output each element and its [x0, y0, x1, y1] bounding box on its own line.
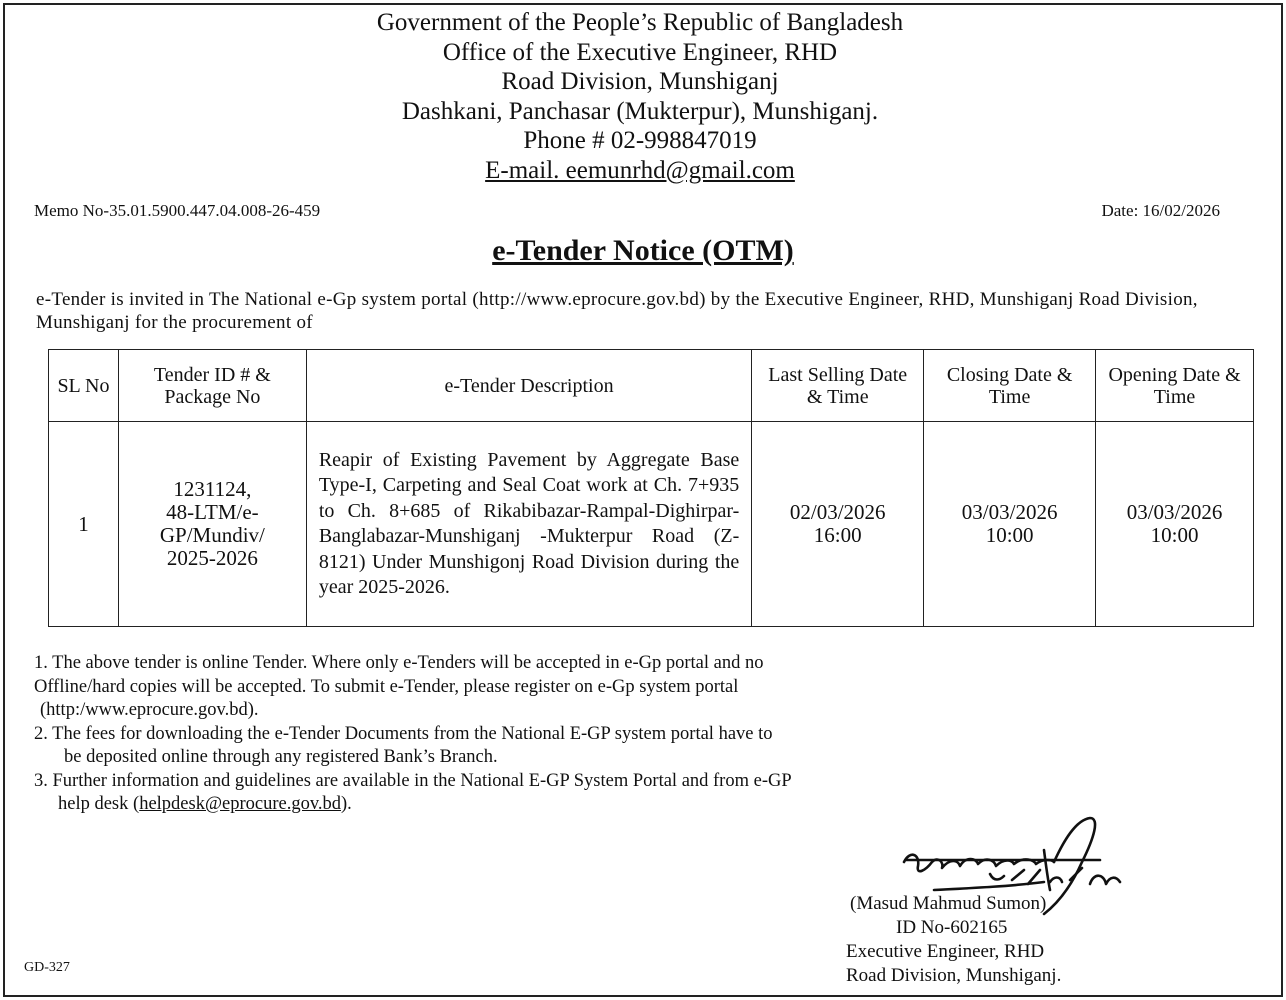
- cell-last-selling: [752, 422, 924, 627]
- closing-time: 10:00: [985, 523, 1034, 547]
- header-office: Office of the Executive Engineer, RHD: [442, 38, 838, 66]
- notes-list: [34, 652, 1154, 817]
- notice-date: Date: 16/02/2026: [1101, 201, 1220, 220]
- last-selling-time: 16:00: [813, 523, 862, 547]
- package-line: 2025-2026: [166, 546, 258, 570]
- note-1-line-3: (http:/www.eprocure.gov.bd).: [40, 700, 259, 720]
- col-header-tender-id: Tender ID # & Package No: [118, 350, 306, 422]
- tender-table: [48, 349, 1254, 627]
- last-selling-date: 02/03/2026: [789, 500, 886, 524]
- page-title: e-Tender Notice (OTM): [492, 234, 794, 267]
- helpdesk-email-link[interactable]: helpdesk@eprocure.gov.bd: [139, 794, 341, 814]
- signatory-id: ID No-602165: [896, 917, 1008, 938]
- col-header-closing: Closing Date & Time: [924, 350, 1096, 422]
- signatory-office: Road Division, Munshiganj.: [846, 965, 1062, 986]
- letterhead: [0, 8, 1280, 185]
- opening-time: 10:00: [1150, 523, 1199, 547]
- col-header-last-selling: Last Selling Date & Time: [752, 350, 924, 422]
- col-header-description: e-Tender Description: [306, 350, 751, 422]
- header-division: Road Division, Munshiganj: [501, 68, 779, 95]
- cell-sl: 1: [49, 422, 119, 627]
- tender-id-line: 1231124,: [173, 477, 252, 501]
- package-line: 48-LTM/e-: [166, 500, 259, 524]
- note-2-line-1: 2. The fees for downloading the e-Tender Documents from the National E-GP system portal have to: [34, 723, 773, 744]
- note-3-suffix: ).: [341, 794, 352, 814]
- note-2-line-2: be deposited online through any registered Bank’s Branch.: [64, 747, 498, 767]
- opening-date: 03/03/2026: [1126, 500, 1223, 524]
- memo-number: Memo No-35.01.5900.447.04.008-26-459: [34, 201, 321, 220]
- header-phone: Phone # 02-998847019: [523, 127, 757, 154]
- note-2: [34, 723, 1154, 770]
- note-3-line-1: 3. Further information and guidelines are available in the National E-GP System Portal and from e-GP: [34, 770, 792, 791]
- header-government: Government of the People’s Republic of Bangladesh: [376, 9, 904, 36]
- header-address: Dashkani, Panchasar (Mukterpur), Munshiganj.: [401, 97, 879, 125]
- cell-tender-id: [118, 422, 306, 627]
- cell-opening: [1096, 422, 1254, 627]
- cell-closing: [924, 422, 1096, 627]
- note-1: [34, 652, 1154, 723]
- note-1-line-1: 1. The above tender is online Tender. Where only e-Tenders will be accepted in e-Gp portal and no: [34, 653, 764, 673]
- col-header-opening: Opening Date & Time: [1096, 350, 1254, 422]
- table-header-row: [49, 350, 1254, 422]
- note-3-prefix: help desk (: [58, 794, 140, 814]
- signatory-block: [846, 892, 1061, 988]
- signatory-name: (Masud Mahmud Sumon): [850, 893, 1047, 914]
- header-email: E-mail. eemunrhd@gmail.com: [485, 156, 795, 184]
- signatory-designation: Executive Engineer, RHD: [846, 941, 1045, 962]
- closing-date: 03/03/2026: [961, 500, 1058, 524]
- footer-code: GD-327: [24, 960, 70, 975]
- intro-paragraph: e-Tender is invited in The National e-Gp system portal (http://www.eprocure.gov.bd) by the Executive Engineer, RHD, Munshiganj Road Division, Munshiganj for the procurement of: [36, 289, 1198, 333]
- note-1-line-2: Offline/hard copies will be accepted. To submit e-Tender, please register on e-Gp system portal: [34, 676, 739, 697]
- col-header-sl: SL No: [49, 350, 119, 422]
- package-line: GP/Mundiv/: [159, 523, 265, 547]
- cell-description: Reapir of Existing Pavement by Aggregate Base Type-I, Carpeting and Seal Coat work at Ch. 7+935 to Ch. 8+685 of Rikabibazar-Rampal-Dighirpar-Banglabazar-Munshiganj -Mukterpur Road (Z-8121) Under Munshigonj Road Division during the year 2025-2026.: [306, 422, 751, 627]
- table-row: [49, 422, 1254, 627]
